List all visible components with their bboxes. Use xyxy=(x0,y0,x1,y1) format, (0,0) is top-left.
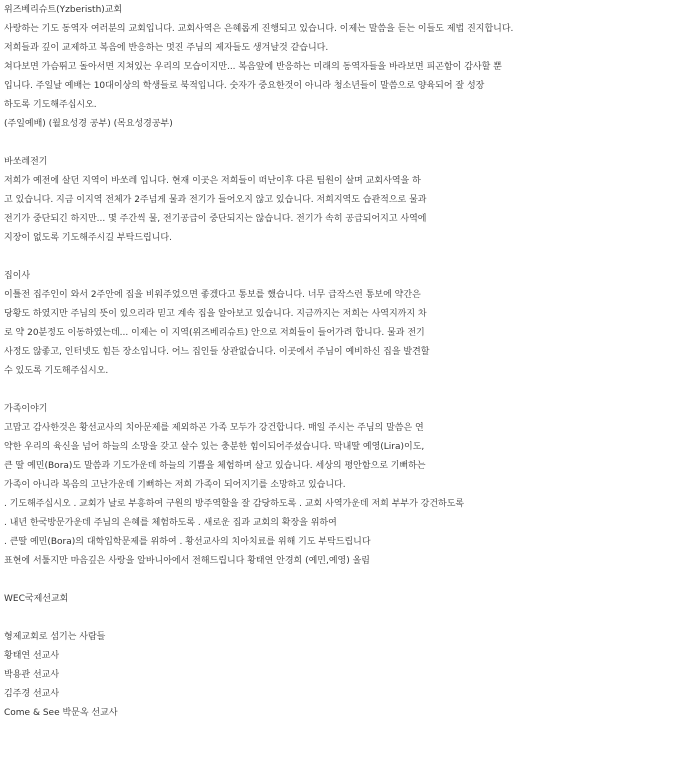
church-line-1: 사랑하는 기도 동역자 여러분의 교회입니다. 교회사역은 은혜롭게 진행되고 있습니다. 이제는 말씀을 듣는 이들도 제법 진지합니다. xyxy=(4,24,514,34)
family-line-4: 가족이 아니라 복음의 고난가운데 기뻐하는 저희 가족이 되어지기를 소망하고 있습니다. xyxy=(4,480,346,490)
spacer xyxy=(4,134,696,153)
spacer xyxy=(4,381,696,400)
church-line-4: 입니다. 주일날 예배는 10대이상의 학생들로 북적입니다. 숫자가 중요한것이 아니라 청소년들이 말씀으로 양육되어 잘 성장 xyxy=(4,81,485,91)
family-line-2: 약한 우리의 육신을 넘어 하늘의 소망을 갖고 살수 있는 충분한 힘이되어주셨습니다. 막내딸 예영(Lira)이도, xyxy=(4,442,425,452)
electric-line-1: 저희가 예전에 살던 지역이 바쏘레 입니다. 현재 이곳은 저희들이 떠난이후 다른 팀원이 살며 교회사역을 하 xyxy=(4,176,421,186)
moving-line-5: 수 있도록 기도해주십시오. xyxy=(4,366,109,376)
moving-section-title: 집이사 xyxy=(4,271,31,281)
moving-line-1: 이틀전 집주인이 와서 2주안에 집을 비워주었으면 좋겠다고 통보를 했습니다. 너무 급작스런 통보에 약간은 xyxy=(4,290,421,300)
spacer xyxy=(4,609,696,628)
spacer xyxy=(4,248,696,267)
electric-line-4: 지장이 없도록 기도해주시길 부탁드립니다. xyxy=(4,233,172,243)
wec-title: WEC국제선교회 xyxy=(4,594,69,604)
church-line-3: 쳐다보면 가슴뛰고 돌아서면 지쳐있는 우리의 모습이지만... 복음앞에 반응하는 미래의 동역자들을 바라보면 피곤함이 감사할 뿐 xyxy=(4,62,502,72)
moving-line-3: 로 약 20분정도 이동하였는데... 이제는 이 지역(위즈베리슈트) 안으로 저희들이 들어가려 합니다. 물과 전기 xyxy=(4,328,425,338)
people-section-title: 형제교회로 섬기는 사람들 xyxy=(4,632,106,642)
prayer-line-1: . 기도해주십시오 . 교회가 날로 부흥하여 구원의 방주역할을 잘 감당하도록 . 교회 사역가운데 저희 부부가 강건하도록 xyxy=(4,499,465,509)
family-line-3: 큰 딸 예민(Bora)도 말씀과 기도가운데 하늘의 기쁨을 체험하며 살고 있습니다. 세상의 평안함으로 기뻐하는 xyxy=(4,461,426,471)
church-line-5: 하도록 기도해주십시오. xyxy=(4,100,97,110)
moving-line-2: 당황도 하였지만 주님의 뜻이 있으리라 믿고 계속 집을 알아보고 있습니다. 지금까지는 저희는 사역지까지 차 xyxy=(4,309,427,319)
electric-line-2: 고 있습니다. 지금 이지역 전체가 2주넘게 물과 전기가 들어오지 않고 있습니다. 저희지역도 습관적으로 물과 xyxy=(4,195,427,205)
electric-line-3: 전기가 중단되긴 하지만... 몇 주간씩 물, 전기공급이 중단되지는 않습니다. 전기가 속히 공급되어지고 사역에 xyxy=(4,214,427,224)
prayer-line-3: . 큰딸 예민(Bora)의 대학입학문제를 위하여 . 황선교사의 치아치료를 위해 기도 부탁드립니다 xyxy=(4,537,371,547)
electric-section-title: 바쏘레전기 xyxy=(4,157,48,167)
signature-line: 표현에 서툴지만 마음깊은 사랑을 알바니아에서 전해드립니다 황태연 안경희 (예민,예영) 올림 xyxy=(4,556,371,566)
family-line-1: 고맙고 감사한것은 황선교사의 치아문제를 제외하곤 가족 모두가 강건합니다. 매일 주시는 주님의 말씀은 연 xyxy=(4,423,424,433)
moving-line-4: 사정도 않좋고, 인터넷도 힘든 장소입니다. 어느 집인들 상관없습니다. 이곳에서 주님이 예비하신 집을 발견할 xyxy=(4,347,430,357)
person-3: 김주경 선교사 xyxy=(4,689,60,699)
church-line-6: (주일예배) (월요성경 공부) (목요성경공부) xyxy=(4,119,173,129)
person-1: 황태연 선교사 xyxy=(4,651,60,661)
person-2: 박용관 선교사 xyxy=(4,670,60,680)
prayer-line-2: . 내년 한국방문가운데 주님의 은혜를 체험하도록 . 새로운 집과 교회의 확장을 위하여 xyxy=(4,518,337,528)
person-4: Come & See 박문옥 선교사 xyxy=(4,708,118,718)
spacer xyxy=(4,571,696,590)
family-section-title: 가족이야기 xyxy=(4,404,48,414)
church-section-title: 위즈베리슈트(Yzberisth)교회 xyxy=(4,5,123,15)
church-line-2: 저희들과 깊이 교제하고 복음에 반응하는 멋진 주님의 제자들도 생겨날것 같습니다. xyxy=(4,43,329,53)
